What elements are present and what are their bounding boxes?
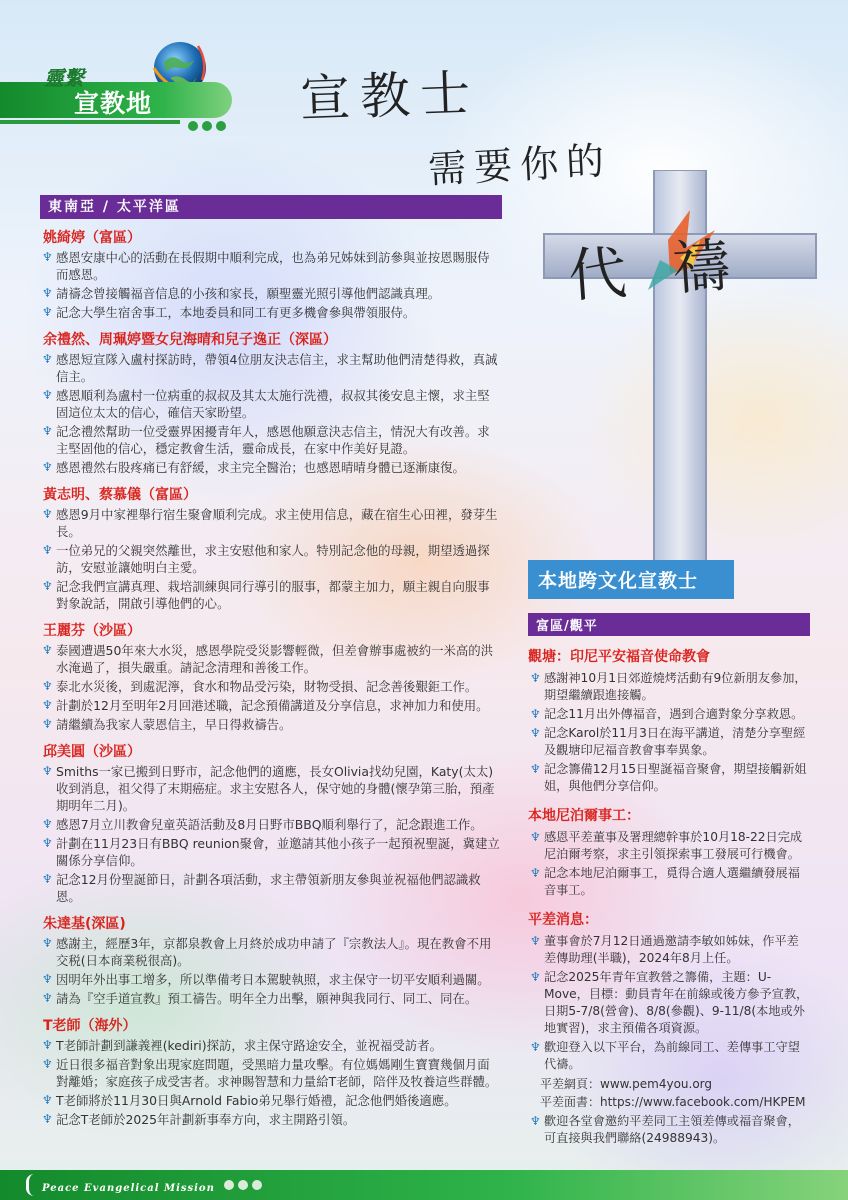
prayer-item: ♆ 感恩平差董事及署理總幹事於10月18-22日完成尼泊爾考察，求主引領探索事工發展可行機會。 — [530, 830, 803, 861]
prayer-item: ♆ 感謝主，經歷3年，京都泉教會上月終於成功申請了『宗教法人』。現在教會不用交税(日本商業税很高)。 — [42, 936, 492, 968]
dove-bullet-icon: ♆ — [42, 1093, 53, 1107]
prayer-item: ♆ 感恩禮然右股疼痛已有舒緩，求主完全醫治；也感恩晴晴身體已逐漸康復。 — [42, 460, 465, 475]
heading-need-you: 需要你的 — [427, 138, 614, 192]
prayer-item: ♆ 感恩短宣隊入盧村探訪時，帶領4位朋友決志信主，求主幫助他們清楚得救，真誠信主。 — [42, 352, 498, 384]
local-section-title: 本地跨文化宣教士 — [528, 560, 734, 599]
prayer-item: ♆ 記念本地尼泊爾事工，覓得合適人選繼續發展福音事工。 — [530, 866, 800, 897]
missionary-group — [40, 741, 502, 905]
prayer-item: ♆ 因明年外出事工增多，所以準備考日本駕駛執照，求主保守一切平安順利過關。 — [42, 972, 490, 987]
dove-bullet-icon: ♆ — [42, 460, 53, 474]
prayer-item: ♆ 感謝神10月1日郊遊燒烤活動有9位新朋友參加，期望繼續跟進接觸。 — [530, 671, 807, 702]
website-link[interactable]: 平差網頁：www.pem4you.org — [540, 1077, 713, 1091]
dove-bullet-icon: ♆ — [530, 1040, 541, 1054]
header-underline — [0, 120, 180, 124]
dove-bullet-icon: ♆ — [42, 543, 53, 557]
prayer-item: ♆ 計劃在11月23日有BBQ reunion聚會，並邀請其他小孩子一起預祝聖誕，冀建立關係分享信仰。 — [42, 836, 500, 868]
missionary-name: 朱達基(深區) — [43, 916, 126, 932]
dove-bullet-icon: ♆ — [42, 579, 53, 593]
prayer-item: ♆ Smiths一家已搬到日野市，記念他們的適應，長女Olivia找幼兒園，Katy(太太)收到消息，祖父得了末期癌症。求主安慰各人，保守她的身體(懷孕第三胎，預產期明年二月)。 — [42, 764, 495, 813]
dove-bullet-icon: ♆ — [42, 936, 53, 950]
prayer-item: ♆ 感恩7月立川教會兒童英語活動及8月日野市BBQ順利舉行了，記念跟進工作。 — [42, 817, 483, 832]
prayer-item: ♆ 感恩順利為盧村一位病重的叔叔及其太太施行洗禮，叔叔其後安息主懷，求主堅固這位太太的信心，確信天家盼望。 — [42, 388, 490, 420]
east-asia-section — [40, 195, 502, 1130]
dove-bullet-icon: ♆ — [530, 671, 541, 685]
prayer-item: ♆ 記念12月份聖誕節日，計劃各項活動，求主帶領新朋友參與並祝福他們認識救恩。 — [42, 872, 481, 904]
dove-bullet-icon: ♆ — [530, 762, 541, 776]
dove-bullet-icon: ♆ — [42, 1038, 53, 1052]
dove-bullet-icon: ♆ — [42, 972, 53, 986]
region-bar: 東南亞 / 太平洋區 — [40, 195, 502, 219]
dove-bullet-icon: ♆ — [42, 698, 53, 712]
dove-bullet-icon: ♆ — [42, 679, 53, 693]
dove-bullet-icon: ♆ — [530, 970, 541, 984]
prayer-item: ♆ 一位弟兄的父親突然離世，求主安慰他和家人。特別記念他的母親，期望透過探訪，安慰並讓她明白主愛。 — [42, 543, 490, 575]
dove-bullet-icon: ♆ — [42, 836, 53, 850]
dove-bullet-icon: ♆ — [42, 991, 53, 1005]
missionary-group — [40, 913, 502, 1007]
dove-bullet-icon: ♆ — [42, 1112, 53, 1126]
dove-bullet-icon: ♆ — [530, 1114, 541, 1128]
missionary-group — [40, 227, 502, 321]
dove-bullet-icon: ♆ — [42, 817, 53, 831]
dove-bullet-icon: ♆ — [42, 388, 53, 402]
section-heading: 觀塘：印尼平安福音使命教會 — [528, 649, 710, 665]
local-region-bar: 富區/觀平 — [528, 613, 810, 636]
missionary-name: 余禮然、周珮婷暨女兒海晴和兒子逸正（深區） — [43, 332, 337, 348]
prayer-item: ♆ 泰國遭遇50年來大水災，感恩學院受災影響輕微，但差會辦事處被約一米高的洪水淹過了，損失嚴重。請記念清理和善後工作。 — [42, 643, 494, 675]
missionary-name: T老師（海外） — [43, 1018, 137, 1034]
prayer-item: ♆ 歡迎登入以下平台，為前線同工、差傳事工守望代禱。 — [530, 1040, 800, 1071]
header-subtitle: 靈繫 — [44, 66, 84, 90]
prayer-item: ♆ 近日很多福音對象出現家庭問題，受黑暗力量攻擊。有位媽媽剛生寶寶幾個月面對離婚；家庭孩子成受害者。求神賜智慧和力量給T老師，陪伴及牧養這些群體。 — [42, 1057, 498, 1089]
prayer-item: ♆ 記念大學生宿舍事工，本地委員和同工有更多機會參與帶領服侍。 — [42, 305, 416, 320]
section-heading: 平差消息： — [528, 912, 598, 928]
prayer-item: ♆ 記念2025年青年宣教營之籌備，主題：U-Move，目標：動員青年在前線或後方參予宣教，日期5-7/8(營會)、8/8(參觀)、9-11/8(本地或外地實習)，求主預備各項資源。 — [530, 970, 809, 1035]
prayer-item: ♆ 記念Karol於11月3日在海平講道，清楚分享聖經及觀塘印尼福音教會事奉異象。 — [530, 726, 806, 757]
missionary-group — [40, 1015, 502, 1128]
dove-bullet-icon: ♆ — [42, 250, 53, 264]
missionary-name: 邱美圓（沙區） — [43, 744, 141, 760]
dove-bullet-icon: ♆ — [42, 1057, 53, 1071]
missionary-group — [40, 620, 502, 733]
prayer-item: ♆ 感恩安康中心的活動在長假期中順利完成，也為弟兄姊妹到訪參與並按恩賜服侍而感恩。 — [42, 250, 490, 282]
prayer-item: ♆ T老師將於11月30日與Arnold Fabio弟兄舉行婚禮，記念他們婚後適應。 — [42, 1093, 457, 1108]
dove-bullet-icon: ♆ — [42, 352, 53, 366]
prayer-item: ♆ 記念我們宣講真理、栽培訓練與同行導引的服事，都蒙主加力，願主親自向服事對象說話，開啟引導他們的心。 — [42, 579, 490, 611]
dove-bullet-icon: ♆ — [42, 507, 53, 521]
dove-bullet-icon: ♆ — [42, 286, 53, 300]
missionary-name: 黃志明、蔡慕儀（富區） — [43, 487, 197, 503]
dove-bullet-icon: ♆ — [42, 424, 53, 438]
prayer-item: ♆ 請為『空手道宣教』預工禱告。明年全力出擊，願神與我同行、同工、同在。 — [42, 991, 478, 1006]
footer-org-name: Peace Evangelical Mission — [42, 1183, 215, 1194]
footer-logo-mark — [26, 1174, 43, 1196]
dove-bullet-icon: ♆ — [530, 866, 541, 880]
dove-bullet-icon: ♆ — [42, 717, 53, 731]
prayer-item: ♆ T老師計劃到謙義裡(kediri)探訪，求主保守路途安全，並祝福受訪者。 — [42, 1038, 442, 1053]
prayer-item: ♆ 感恩9月中家裡舉行宿生聚會順利完成。求主使用信息，藏在宿生心田裡，發芽生長。 — [42, 507, 498, 539]
header-dots — [188, 121, 226, 131]
prayer-item: ♆ 歡迎各堂會邀約平差同工主領差傳或福音聚會，可直接與我們聯絡(24988943)。 — [530, 1114, 800, 1145]
section-heading: 本地尼泊爾事工： — [528, 808, 640, 824]
heading-missionaries: 宣教士 — [299, 63, 482, 129]
heading-intercession: 代禱 — [566, 227, 779, 311]
dove-bullet-icon: ♆ — [42, 643, 53, 657]
prayer-item: ♆ 泰北水災後，到處泥濘，食水和物品受污染，財物受損、記念善後艱鉅工作。 — [42, 679, 478, 694]
prayer-item: ♆ 記念籌備12月15日聖誕福音聚會，期望接觸新姐姐，與他們分享信仰。 — [530, 762, 807, 793]
dove-bullet-icon: ♆ — [530, 726, 541, 740]
dove-bullet-icon: ♆ — [530, 934, 541, 948]
prayer-item: ♆ 請繼續為我家人蒙恩信主，早日得救禱告。 — [42, 717, 292, 732]
prayer-item: ♆ 記念禮然幫助一位受靈界困擾青年人，感恩他願意決志信主，情況大有改善。求主堅固他的信心，穩定教會生活，靈命成長，在家中作美好見證。 — [42, 424, 490, 456]
prayer-item: ♆ 董事會於7月12日通過邀請李敏如姊妹，作平差差傳助理(半職)，2024年8月上任。 — [530, 934, 799, 965]
header-title: 宣教地 — [74, 89, 153, 118]
missionary-name: 姚綺婷（富區） — [43, 230, 141, 246]
prayer-item: ♆ 計劃於12月至明年2月回港述職，記念預備講道及分享信息，求神加力和使用。 — [42, 698, 489, 713]
prayer-item: ♆ 記念T老師於2025年計劃新事奉方向，求主開路引領。 — [42, 1112, 356, 1127]
dove-bullet-icon: ♆ — [42, 872, 53, 886]
dove-bullet-icon: ♆ — [42, 305, 53, 319]
missionary-name: 王麗芬（沙區） — [43, 623, 141, 639]
missionary-group — [40, 329, 502, 476]
footer-dots — [224, 1180, 262, 1190]
facebook-link[interactable]: 平差面書：https://www.facebook.com/HKPEM — [540, 1095, 806, 1109]
prayer-item: ♆ 記念11月出外傳福音，遇到合適對象分享救恩。 — [530, 707, 804, 721]
missionary-group — [40, 484, 502, 612]
dove-bullet-icon: ♆ — [530, 830, 541, 844]
local-missionary-section — [528, 560, 810, 1149]
dove-bullet-icon: ♆ — [530, 707, 541, 721]
dove-bullet-icon: ♆ — [42, 764, 53, 778]
prayer-item: ♆ 請禱念曾接觸福音信息的小孩和家長，願聖靈光照引導他們認識真理。 — [42, 286, 441, 301]
